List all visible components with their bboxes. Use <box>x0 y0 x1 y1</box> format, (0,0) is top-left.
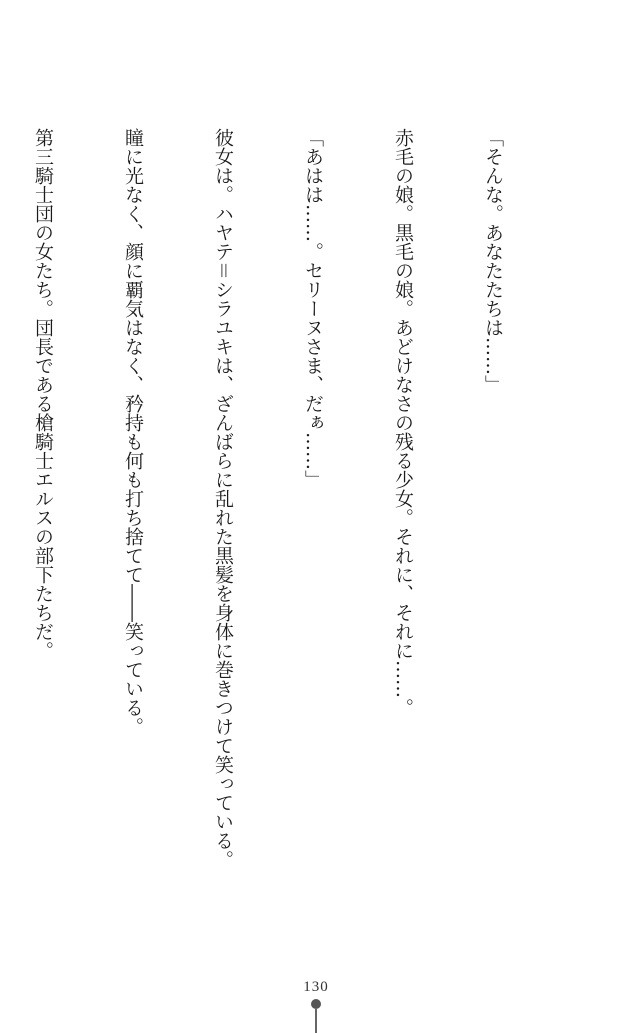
text-line: 「そんな。あなたたちは……」 <box>482 128 504 394</box>
text-line: 彼女は。ハヤテ＝シラユキは、ざんばらに乱れた黒髪を身体に巻きつけて笑っている。 <box>212 128 234 870</box>
page-ornament-dot <box>311 999 321 1009</box>
page-ornament-line <box>315 1009 317 1033</box>
vertical-text-body <box>0 128 568 968</box>
text-line: 第三騎士団の女たち。団長である槍騎士エルスの部下たちだ。 <box>32 128 54 660</box>
text-line: 瞳に光なく、顔に覇気はなく、矜持も何も打ち捨てて――笑っている。 <box>122 128 144 736</box>
text-line: 「あはは……。セリーヌさま、だぁ……」 <box>302 128 324 489</box>
page-number: 130 <box>303 979 329 995</box>
text-line: 赤毛の娘。黒毛の娘。あどけなさの残る少女。それに、それに……。 <box>392 128 414 717</box>
